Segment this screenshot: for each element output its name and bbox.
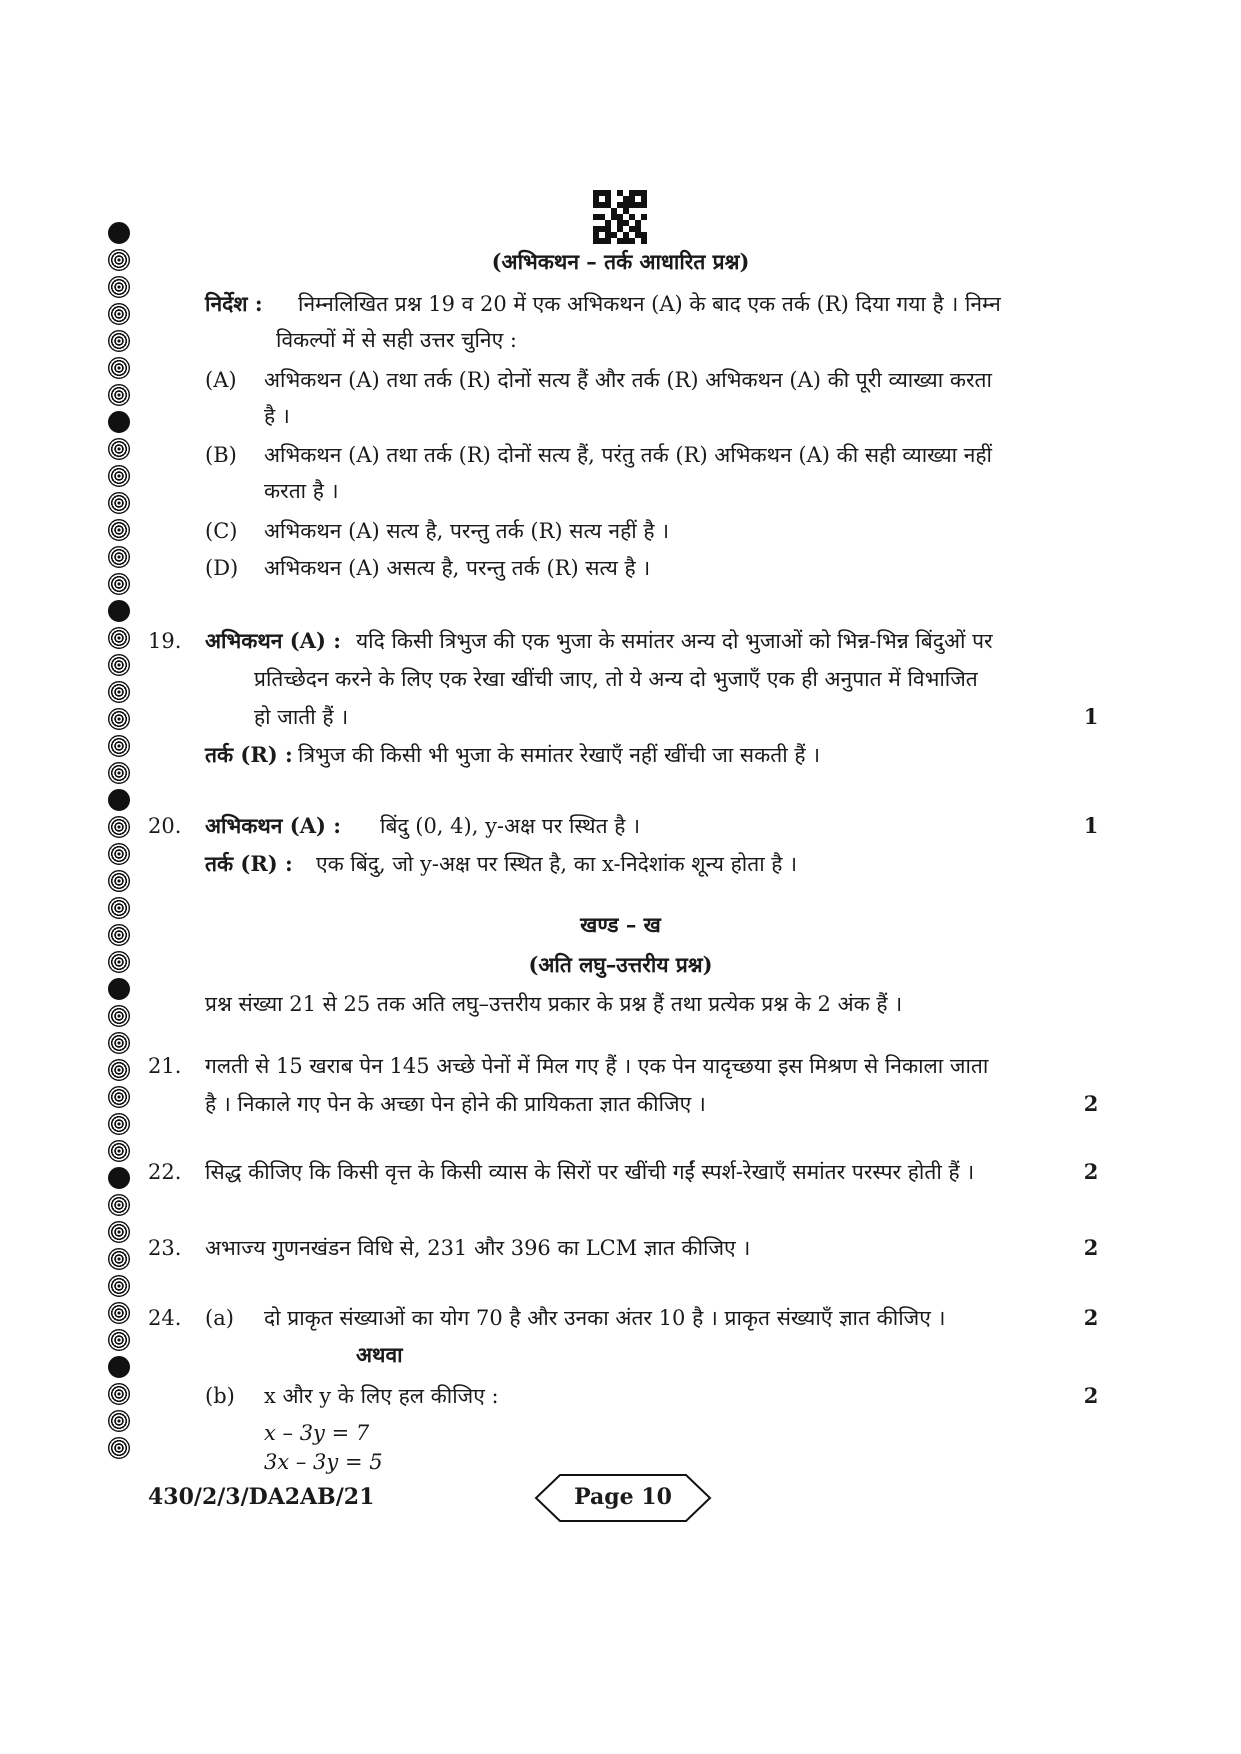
reason-text: एक बिंदु, जो y-अक्ष पर स्थित है, का x-निदेशांक शून्य होता है ।	[316, 852, 798, 876]
instructions-label: निर्देश :	[205, 291, 263, 316]
margin-circle-icon	[108, 465, 130, 487]
margin-circle-icon	[108, 546, 130, 568]
instructions-line2: विकल्पों में से सही उत्तर चुनिए :	[276, 328, 517, 352]
option-text: अभिकथन (A) तथा तर्क (R) दोनों सत्य हैं और तर्क (R) अभिकथन (A) की पूरी व्याख्या करता	[264, 368, 992, 392]
question-number: 22.	[148, 1160, 182, 1184]
margin-circle-icon	[108, 276, 130, 298]
marks: 1	[1083, 704, 1099, 729]
option-text: करता है ।	[264, 479, 339, 503]
assertion-label: अभिकथन (A) :	[205, 628, 341, 653]
margin-circle-icon	[108, 411, 130, 433]
margin-circle-strip	[108, 222, 134, 1464]
question-text: अभाज्य गुणनखंडन विधि से, 231 और 396 का LCM ज्ञात कीजिए ।	[205, 1236, 751, 1260]
margin-circle-icon	[108, 1302, 130, 1324]
question-text: x और y के लिए हल कीजिए :	[264, 1384, 499, 1408]
assertion-text: यदि किसी त्रिभुज की एक भुजा के समांतर अन्य दो भुजाओं को भिन्न-भिन्न बिंदुओं पर	[356, 629, 993, 653]
margin-circle-icon	[108, 816, 130, 838]
qr-module	[641, 238, 647, 244]
margin-circle-icon	[108, 1221, 130, 1243]
assertion-text: प्रतिच्छेदन करने के लिए एक रेखा खींची जाए, तो ये अन्य दो भुजाएँ एक ही अनुपात में विभाजित	[254, 667, 978, 691]
assertion-text: बिंदु (0, 4), y-अक्ष पर स्थित है ।	[380, 814, 641, 838]
margin-circle-icon	[108, 654, 130, 676]
marks: 2	[1083, 1305, 1099, 1330]
margin-circle-icon	[108, 1086, 130, 1108]
margin-circle-icon	[108, 870, 130, 892]
margin-circle-icon	[108, 978, 130, 1000]
margin-circle-icon	[108, 681, 130, 703]
section-heading: खण्ड – ख	[580, 912, 661, 937]
option-text: अभिकथन (A) असत्य है, परन्तु तर्क (R) सत्य है ।	[264, 556, 651, 580]
page-number-badge	[534, 1473, 712, 1523]
margin-circle-icon	[108, 735, 130, 757]
margin-circle-icon	[108, 1140, 130, 1162]
equation: 3x – 3y = 5	[264, 1450, 383, 1474]
question-number: 21.	[148, 1054, 182, 1078]
reason-text: त्रिभुज की किसी भी भुजा के समांतर रेखाएँ नहीं खींची जा सकती हैं ।	[298, 743, 821, 767]
margin-circle-icon	[108, 1032, 130, 1054]
margin-circle-icon	[108, 1059, 130, 1081]
question-text: है । निकाले गए पेन के अच्छा पेन होने की प्रायिकता ज्ञात कीजिए ।	[205, 1092, 706, 1116]
question-text: सिद्ध कीजिए कि किसी वृत्त के किसी व्यास के सिरों पर खींची गईं स्पर्श-रेखाएँ समांतर परस्पर होती हैं ।	[205, 1160, 975, 1184]
margin-circle-icon	[108, 1356, 130, 1378]
option-key: (D)	[205, 556, 239, 580]
margin-circle-icon	[108, 222, 130, 244]
reason-label: तर्क (R) :	[205, 851, 293, 876]
option-key: (A)	[205, 368, 237, 392]
margin-circle-icon	[108, 1167, 130, 1189]
question-text: गलती से 15 खराब पेन 145 अच्छे पेनों में मिल गए हैं । एक पेन यादृच्छया इस मिश्रण से निकाला जाता	[205, 1054, 989, 1078]
or-divider: अथवा	[356, 1342, 403, 1367]
assertion-label: अभिकथन (A) :	[205, 813, 341, 838]
margin-circle-icon	[108, 573, 130, 595]
question-number: 20.	[148, 814, 182, 838]
margin-circle-icon	[108, 1113, 130, 1135]
question-number: 23.	[148, 1236, 182, 1260]
equation: x – 3y = 7	[264, 1421, 370, 1445]
margin-circle-icon	[108, 1248, 130, 1270]
option-key: (B)	[205, 443, 237, 467]
margin-circle-icon	[108, 843, 130, 865]
marks: 1	[1083, 813, 1099, 838]
margin-circle-icon	[108, 492, 130, 514]
margin-circle-icon	[108, 1005, 130, 1027]
margin-circle-icon	[108, 357, 130, 379]
margin-circle-icon	[108, 1194, 130, 1216]
margin-circle-icon	[108, 384, 130, 406]
margin-circle-icon	[108, 1275, 130, 1297]
option-key: (a)	[205, 1306, 234, 1330]
margin-circle-icon	[108, 627, 130, 649]
option-key: (b)	[205, 1384, 235, 1408]
margin-circle-icon	[108, 600, 130, 622]
option-text: अभिकथन (A) तथा तर्क (R) दोनों सत्य हैं, परंतु तर्क (R) अभिकथन (A) की सही व्याख्या नहीं	[264, 443, 992, 467]
margin-circle-icon	[108, 708, 130, 730]
margin-circle-icon	[108, 330, 130, 352]
marks: 2	[1083, 1091, 1099, 1116]
reason-label: तर्क (R) :	[205, 742, 293, 767]
margin-circle-icon	[108, 1437, 130, 1459]
marks: 2	[1083, 1235, 1099, 1260]
page-label: Page 10	[574, 1484, 672, 1510]
instructions-line1: निम्नलिखित प्रश्न 19 व 20 में एक अभिकथन (A) के बाद एक तर्क (R) दिया गया है । निम्न	[298, 292, 1001, 316]
qr-code-icon	[593, 190, 647, 244]
marks: 2	[1083, 1159, 1099, 1184]
margin-circle-icon	[108, 303, 130, 325]
margin-circle-icon	[108, 789, 130, 811]
option-text: है ।	[264, 404, 290, 428]
margin-circle-icon	[108, 438, 130, 460]
margin-circle-icon	[108, 1329, 130, 1351]
margin-circle-icon	[108, 762, 130, 784]
section-subheading: (अति लघु–उत्तरीय प्रश्न)	[528, 952, 713, 977]
option-key: (C)	[205, 519, 238, 543]
margin-circle-icon	[108, 1383, 130, 1405]
question-text: दो प्राकृत संख्याओं का योग 70 है और उनका अंतर 10 है । प्राकृत संख्याएँ ज्ञात कीजिए ।	[264, 1306, 946, 1330]
question-number: 19.	[148, 629, 182, 653]
section-title: (अभिकथन – तर्क आधारित प्रश्न)	[491, 249, 750, 274]
question-number: 24.	[148, 1306, 182, 1330]
assertion-text: हो जाती हैं ।	[254, 705, 349, 729]
option-text: अभिकथन (A) सत्य है, परन्तु तर्क (R) सत्य नहीं है ।	[264, 519, 670, 543]
marks: 2	[1083, 1383, 1099, 1408]
margin-circle-icon	[108, 1410, 130, 1432]
section-note: प्रश्न संख्या 21 से 25 तक अति लघु–उत्तरीय प्रकार के प्रश्न हैं तथा प्रत्येक प्रश्न के 2 अंक हैं ।	[205, 992, 903, 1016]
margin-circle-icon	[108, 519, 130, 541]
paper-code: 430/2/3/DA2AB/21	[148, 1484, 375, 1510]
